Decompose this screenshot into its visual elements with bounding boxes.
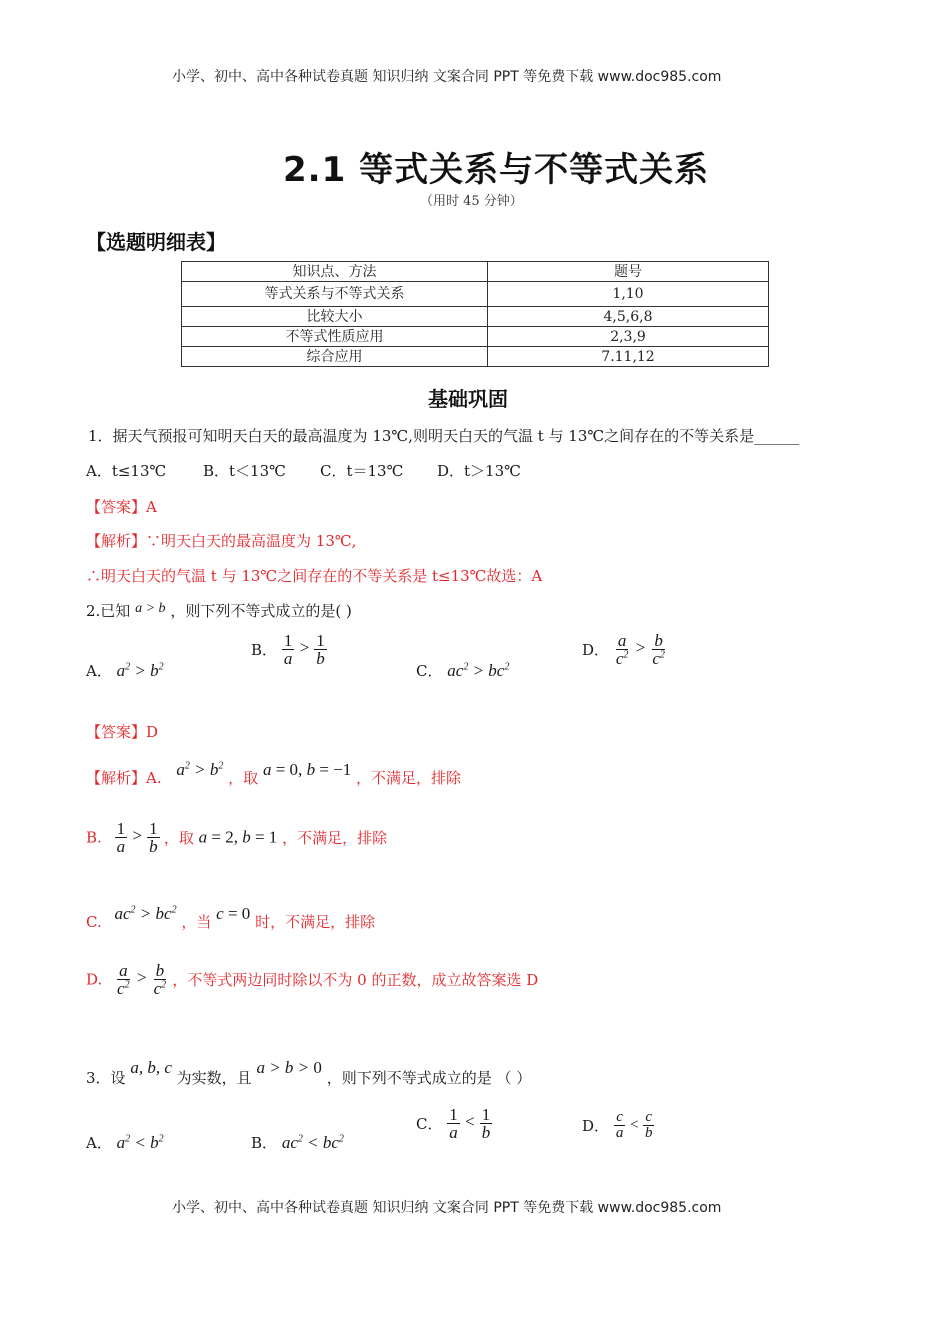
q2-option-c (416, 660, 509, 681)
q2-stem (86, 600, 352, 621)
q3-stem (86, 1058, 531, 1088)
analysis-formula: a = 2, b = 1 (198, 827, 278, 847)
q3-option-a (86, 1132, 164, 1153)
q2-stem-suffix: ，则下列不等式成立的是( ) (170, 602, 352, 620)
q2-option-b (251, 632, 327, 667)
analysis-text: 时，不满足，排除 (255, 913, 376, 931)
table-row (182, 327, 769, 347)
analysis-text: ∵明天白天的最高温度为 13℃, (146, 532, 357, 550)
q1-analysis-line2: ∴明天白天的气温 t 与 13℃之间存在的不等关系是 t≤13℃故选：A (86, 567, 543, 585)
q2-option-d (582, 632, 667, 667)
q2-option-a (86, 660, 164, 681)
table-cell: 1,10 (488, 282, 769, 307)
q2-analysis-d (86, 962, 538, 997)
table-cell: 7.11,12 (488, 347, 769, 367)
q3-option-d (582, 1110, 654, 1141)
option-label: A． (86, 1134, 112, 1152)
table-cell: 不等式性质应用 (182, 327, 488, 347)
selection-table-heading: 【选题明细表】 (86, 230, 226, 254)
q2-analysis-b (86, 820, 387, 855)
table-cell: 综合应用 (182, 347, 488, 367)
option-formula: $a^2 > b^2$ (116, 661, 164, 680)
analysis-text: ，不满足，排除 (356, 769, 462, 787)
analysis-item-label: D. (86, 970, 103, 989)
option-label: B． (251, 1134, 278, 1152)
analysis-label: 【解析】 (86, 532, 147, 550)
option-formula: $a^2 < b^2$ (116, 1133, 164, 1152)
q1-option-d: D．t＞13℃ (437, 462, 521, 480)
analysis-item-label: A. (146, 769, 162, 787)
option-label: D． (582, 1117, 610, 1135)
analysis-text: ，当 (181, 913, 212, 931)
table-header-cell: 知识点、方法 (182, 262, 488, 282)
q1-analysis-line1 (86, 530, 356, 551)
option-formula: $\frac{1}{a}$ > $\frac{1}{b}$ (283, 631, 325, 668)
q3-stem-suffix: ，则下列不等式成立的是 （ ） (326, 1069, 532, 1087)
selection-table (181, 261, 769, 367)
q3-stem-prefix: 3．设 (86, 1069, 126, 1087)
q3-stem-mid: 为实数，且 (176, 1069, 252, 1087)
option-formula: $ac^2 < bc^2$ (281, 1133, 344, 1152)
analysis-text: ，不满足，排除 (282, 829, 388, 847)
analysis-item-label: C. (86, 913, 102, 931)
analysis-text: ，取 (163, 829, 194, 847)
table-row (182, 347, 769, 367)
option-formula: $ac^2 > bc^2$ (447, 661, 510, 680)
q3-option-c (416, 1106, 492, 1141)
q2-stem-prefix: 2.已知 (86, 602, 131, 620)
option-formula: $\frac{1}{a}$ < $\frac{1}{b}$ (449, 1105, 491, 1142)
table-cell: 比较大小 (182, 307, 488, 327)
page-header: 小学、初中、高中各种试卷真题 知识归纳 文案合同 PPT 等免费下载 www.doc985.com (172, 69, 722, 85)
analysis-label: 【解析】 (86, 769, 147, 787)
table-row (182, 307, 769, 327)
q2-condition-formula: a > b (135, 601, 166, 616)
option-label: C． (416, 1115, 443, 1133)
document-title: 2.1 等式关系与不等式关系 (283, 150, 710, 190)
q1-option-a: A．t≤13℃ (86, 462, 167, 480)
page-footer: 小学、初中、高中各种试卷真题 知识归纳 文案合同 PPT 等免费下载 www.doc985.com (172, 1200, 722, 1216)
table-header-row (182, 262, 769, 282)
q3-condition-formula: a > b > 0 (256, 1058, 322, 1077)
table-row (182, 282, 769, 307)
analysis-formula: $\frac{1}{a}$ > $\frac{1}{b}$ (116, 819, 158, 856)
q3-option-b (251, 1132, 344, 1153)
q1-stem: 1．据天气预报可知明天白天的最高温度为 13℃,则明天白天的气温 t 与 13℃之间存在的不等关系是______ (88, 427, 800, 445)
analysis-formula: a = 0, b = −1 (262, 760, 352, 779)
table-cell: 2,3,9 (488, 327, 769, 347)
q1-option-b: B．t＜13℃ (203, 462, 286, 480)
analysis-formula: c = 0 (216, 904, 251, 923)
q1-answer: 【答案】A (86, 498, 157, 516)
table-cell: 4,5,6,8 (488, 307, 769, 327)
option-label: A． (86, 662, 112, 680)
option-label: B． (251, 641, 278, 659)
q1-option-c: C．t＝13℃ (320, 462, 404, 480)
q2-analysis-c (86, 904, 375, 932)
table-cell: 等式关系与不等式关系 (182, 282, 488, 307)
option-label: C． (416, 662, 443, 680)
analysis-item-label: B. (86, 828, 102, 847)
analysis-formula: $a^2 > b^2$ (176, 760, 224, 779)
option-label: D． (582, 641, 610, 659)
analysis-text: ，不等式两边同时除以不为 0 的正数，成立故答案选 D (172, 971, 539, 989)
q2-answer: 【答案】D (86, 723, 159, 741)
option-formula: $\frac{c}{a}$ < $\frac{c}{b}$ (615, 1109, 653, 1141)
analysis-formula: $ac^2 > bc^2$ (114, 904, 177, 923)
table-header-cell: 题号 (488, 262, 769, 282)
analysis-text: ，取 (228, 769, 259, 787)
q3-variables-formula: a, b, c (130, 1058, 172, 1077)
option-formula: $\frac{a}{c^2}$ > $\frac{b}{c^2}$ (615, 631, 665, 668)
document-subtitle: （用时 45 分钟） (420, 194, 523, 209)
q2-analysis-a (86, 760, 461, 788)
section-title: 基础巩固 (428, 387, 508, 411)
analysis-formula: $\frac{a}{c^2}$ > $\frac{b}{c^2}$ (117, 961, 167, 998)
